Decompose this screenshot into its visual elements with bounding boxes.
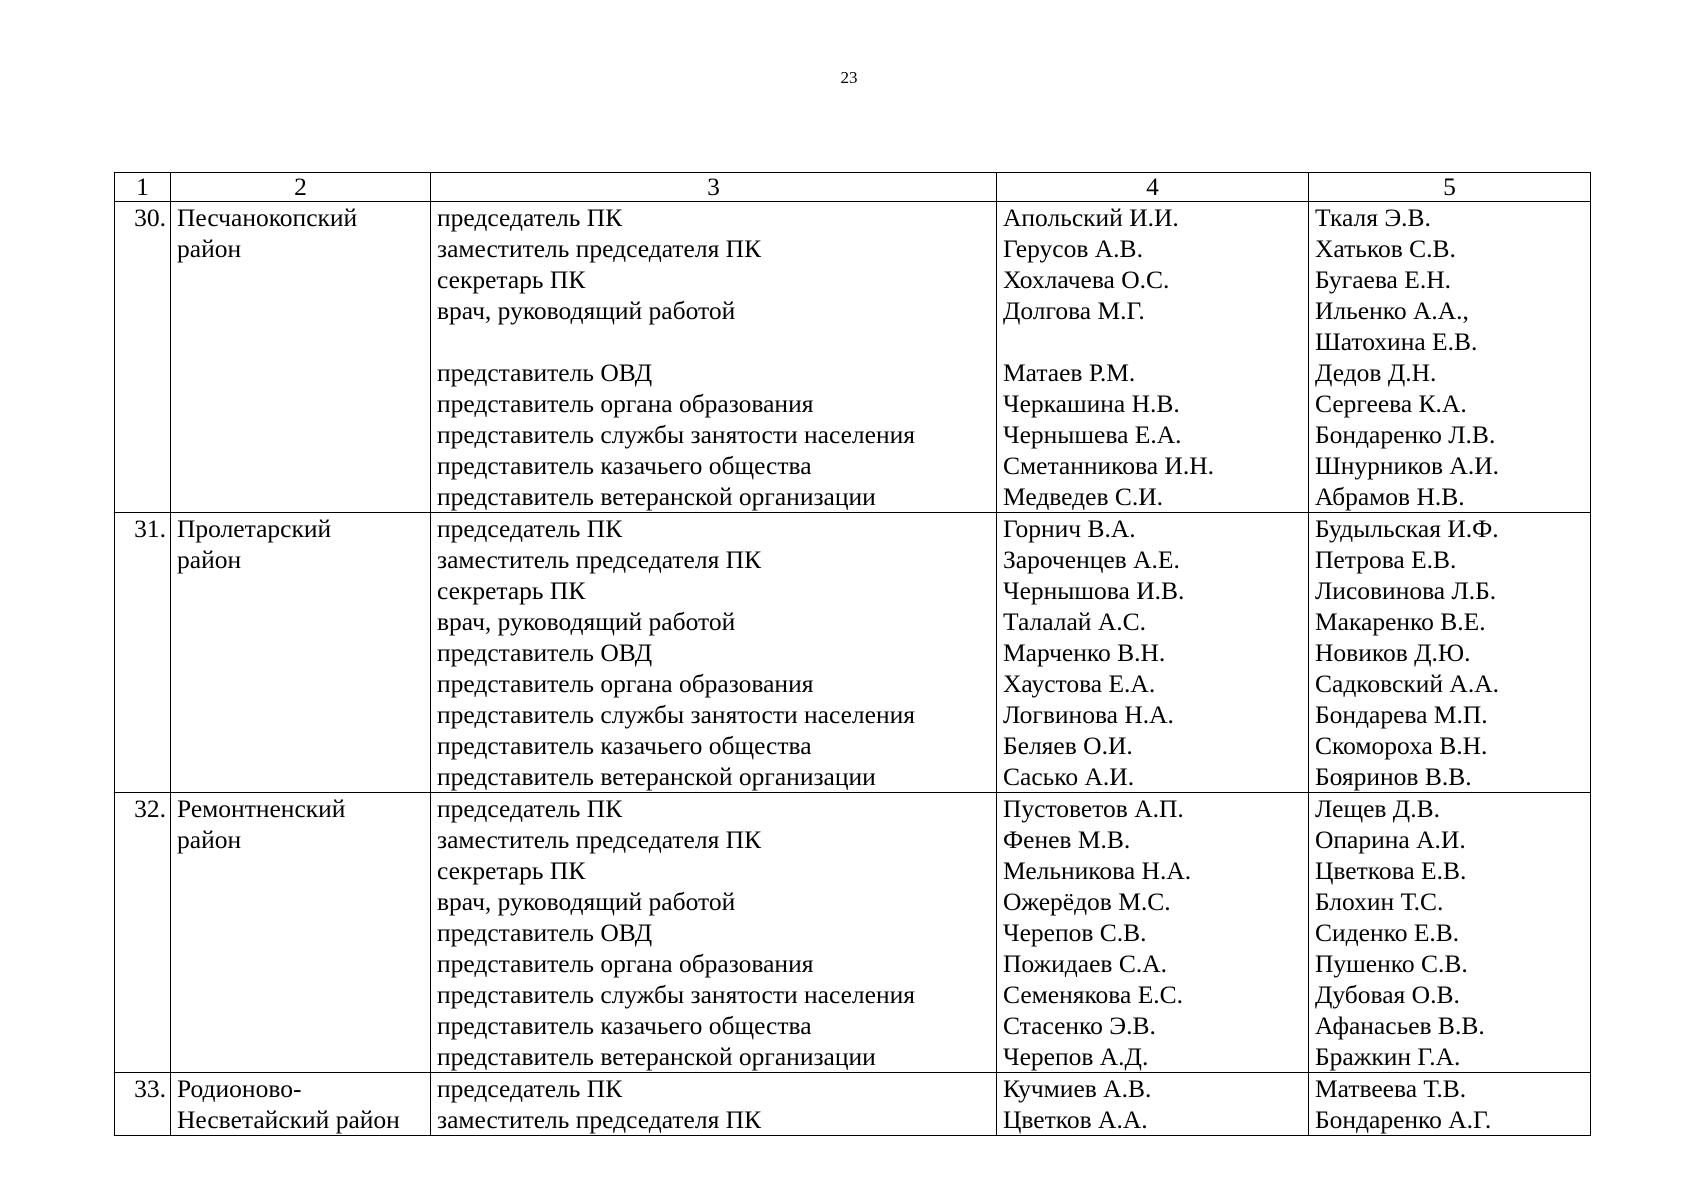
- role-line: заместитель председателя ПК: [437, 234, 762, 263]
- member-cell: [997, 202, 1309, 513]
- role-line: представитель службы занятости населения: [437, 420, 915, 449]
- reserve-line: Бондаренко А.Г.: [1315, 1105, 1492, 1134]
- role-cell: [431, 202, 997, 513]
- member-line: Беляев О.И.: [1003, 731, 1133, 760]
- member-cell: [997, 513, 1309, 793]
- commission-table: [114, 172, 1591, 1136]
- reserve-line: Бондарева М.П.: [1315, 700, 1488, 729]
- role-line: представитель службы занятости населения: [437, 980, 915, 1009]
- reserve-line: Ткаля Э.В.: [1315, 203, 1431, 232]
- district-line: Пролетарский: [177, 514, 332, 543]
- role-line: [437, 326, 990, 357]
- reserve-line: Матвеева Т.В.: [1315, 1074, 1467, 1103]
- header-cell: 3: [431, 173, 997, 202]
- table-row: [115, 1073, 1591, 1136]
- member-line: Марченко В.Н.: [1003, 638, 1166, 667]
- member-line: Стасенко Э.В.: [1003, 1011, 1156, 1040]
- member-line: Семенякова Е.С.: [1003, 980, 1184, 1009]
- header-cell: 5: [1309, 173, 1591, 202]
- member-line: Сасько А.И.: [1003, 762, 1135, 791]
- district-cell: [171, 1073, 431, 1136]
- member-line: Горнич В.А.: [1003, 514, 1136, 543]
- member-line: Мельникова Н.А.: [1003, 856, 1192, 885]
- reserve-line: Цветкова Е.В.: [1315, 856, 1467, 885]
- member-line: Пожидаев С.А.: [1003, 949, 1167, 978]
- reserve-line: Макаренко В.Е.: [1315, 607, 1486, 636]
- member-line: Черепов С.В.: [1003, 918, 1147, 947]
- reserve-line: Бражкин Г.А.: [1315, 1042, 1461, 1071]
- reserve-cell: [1309, 202, 1591, 513]
- table-row: [115, 513, 1591, 793]
- role-line: председатель ПК: [437, 203, 623, 232]
- table-row: [115, 793, 1591, 1073]
- role-line: секретарь ПК: [437, 856, 586, 885]
- reserve-line: Сиденко Е.В.: [1315, 918, 1460, 947]
- table-row: [115, 202, 1591, 513]
- member-line: Матаев Р.М.: [1003, 358, 1136, 387]
- role-line: представитель казачьего общества: [437, 451, 812, 480]
- district-line: Ремонтненский: [177, 794, 346, 823]
- role-line: представитель казачьего общества: [437, 731, 812, 760]
- role-line: представитель ОВД: [437, 918, 653, 947]
- member-line: Долгова М.Г.: [1003, 296, 1145, 325]
- reserve-line: Дедов Д.Н.: [1315, 358, 1437, 387]
- district-line: Родионово-: [177, 1074, 302, 1103]
- role-line: представитель ОВД: [437, 638, 653, 667]
- member-line: Кучмиев А.В.: [1003, 1074, 1152, 1103]
- header-row: [115, 173, 1591, 202]
- role-line: представитель ветеранской организации: [437, 482, 876, 511]
- member-line: Апольский И.И.: [1003, 203, 1179, 232]
- role-line: заместитель председателя ПК: [437, 1105, 762, 1134]
- member-line: Хаустова Е.А.: [1003, 669, 1156, 698]
- member-line: Черепов А.Д.: [1003, 1042, 1149, 1071]
- district-cell: [171, 202, 431, 513]
- role-line: врач, руководящий работой: [437, 296, 736, 325]
- row-number: 32.: [115, 793, 171, 1073]
- reserve-line: Новиков Д.Ю.: [1315, 638, 1471, 667]
- role-line: представитель ветеранской организации: [437, 762, 876, 791]
- header-cell: 4: [997, 173, 1309, 202]
- page-number: 23: [840, 68, 858, 87]
- reserve-line: Бугаева Е.Н.: [1315, 265, 1451, 294]
- reserve-line: Ильенко А.А.,: [1315, 296, 1469, 325]
- row-number: 30.: [115, 202, 171, 513]
- role-line: врач, руководящий работой: [437, 607, 736, 636]
- reserve-line: Дубовая О.В.: [1315, 980, 1460, 1009]
- role-cell: [431, 793, 997, 1073]
- role-line: секретарь ПК: [437, 265, 586, 294]
- reserve-line: Афанасьев В.В.: [1315, 1011, 1485, 1040]
- row-number: 31.: [115, 513, 171, 793]
- reserve-cell: [1309, 1073, 1591, 1136]
- reserve-line: Пушенко С.В.: [1315, 949, 1468, 978]
- reserve-line: Опарина А.И.: [1315, 825, 1466, 854]
- member-line: Зароченцев А.Е.: [1003, 545, 1180, 574]
- district-line: Несветайский район: [177, 1105, 400, 1134]
- member-cell: [997, 793, 1309, 1073]
- member-line: Талалай А.С.: [1003, 607, 1146, 636]
- role-line: секретарь ПК: [437, 576, 586, 605]
- role-line: представитель ветеранской организации: [437, 1042, 876, 1071]
- role-line: заместитель председателя ПК: [437, 545, 762, 574]
- role-cell: [431, 513, 997, 793]
- member-line: Сметанникова И.Н.: [1003, 451, 1214, 480]
- role-line: представитель службы занятости населения: [437, 700, 915, 729]
- member-line: Ожерёдов М.С.: [1003, 887, 1171, 916]
- member-line: Цветков А.А.: [1003, 1105, 1148, 1134]
- member-cell: [997, 1073, 1309, 1136]
- district-line: район: [177, 545, 242, 574]
- district-cell: [171, 513, 431, 793]
- member-line: Хохлачева О.С.: [1003, 265, 1170, 294]
- reserve-line: Хатьков С.В.: [1315, 234, 1456, 263]
- reserve-line: Скомороха В.Н.: [1315, 731, 1488, 760]
- member-line: Логвинова Н.А.: [1003, 700, 1174, 729]
- reserve-line: Бондаренко Л.В.: [1315, 420, 1496, 449]
- reserve-line: Шатохина Е.В.: [1315, 327, 1478, 356]
- role-line: представитель органа образования: [437, 949, 814, 978]
- reserve-cell: [1309, 793, 1591, 1073]
- role-line: врач, руководящий работой: [437, 887, 736, 916]
- district-line: Песчанокопский: [177, 203, 358, 232]
- reserve-line: Будыльская И.Ф.: [1315, 514, 1499, 543]
- reserve-line: Петрова Е.В.: [1315, 545, 1457, 574]
- reserve-cell: [1309, 513, 1591, 793]
- district-line: район: [177, 825, 242, 854]
- member-line: Герусов А.В.: [1003, 234, 1143, 263]
- role-line: заместитель председателя ПК: [437, 825, 762, 854]
- role-line: представитель органа образования: [437, 389, 814, 418]
- reserve-line: Лисовинова Л.Б.: [1315, 576, 1497, 605]
- member-line: [1003, 326, 1302, 357]
- role-line: председатель ПК: [437, 514, 623, 543]
- reserve-line: Абрамов Н.В.: [1315, 482, 1465, 511]
- member-line: Черкашина Н.В.: [1003, 389, 1180, 418]
- role-line: представитель ОВД: [437, 358, 653, 387]
- reserve-line: Бояринов В.В.: [1315, 762, 1472, 791]
- reserve-line: Садковский А.А.: [1315, 669, 1499, 698]
- header-cell: 2: [171, 173, 431, 202]
- role-line: представитель казачьего общества: [437, 1011, 812, 1040]
- district-line: район: [177, 234, 242, 263]
- role-line: председатель ПК: [437, 794, 623, 823]
- reserve-line: Лещев Д.В.: [1315, 794, 1440, 823]
- header-cell: 1: [115, 173, 171, 202]
- reserve-line: Сергеева К.А.: [1315, 389, 1467, 418]
- member-line: Медведев С.И.: [1003, 482, 1164, 511]
- reserve-line: Блохин Т.С.: [1315, 887, 1444, 916]
- member-line: Пустоветов А.П.: [1003, 794, 1184, 823]
- member-line: Чернышева Е.А.: [1003, 420, 1182, 449]
- reserve-line: Шнурников А.И.: [1315, 451, 1500, 480]
- member-line: Чернышова И.В.: [1003, 576, 1185, 605]
- role-line: председатель ПК: [437, 1074, 623, 1103]
- district-cell: [171, 793, 431, 1073]
- role-line: представитель органа образования: [437, 669, 814, 698]
- member-line: Фенев М.В.: [1003, 825, 1131, 854]
- role-cell: [431, 1073, 997, 1136]
- row-number: 33.: [115, 1073, 171, 1136]
